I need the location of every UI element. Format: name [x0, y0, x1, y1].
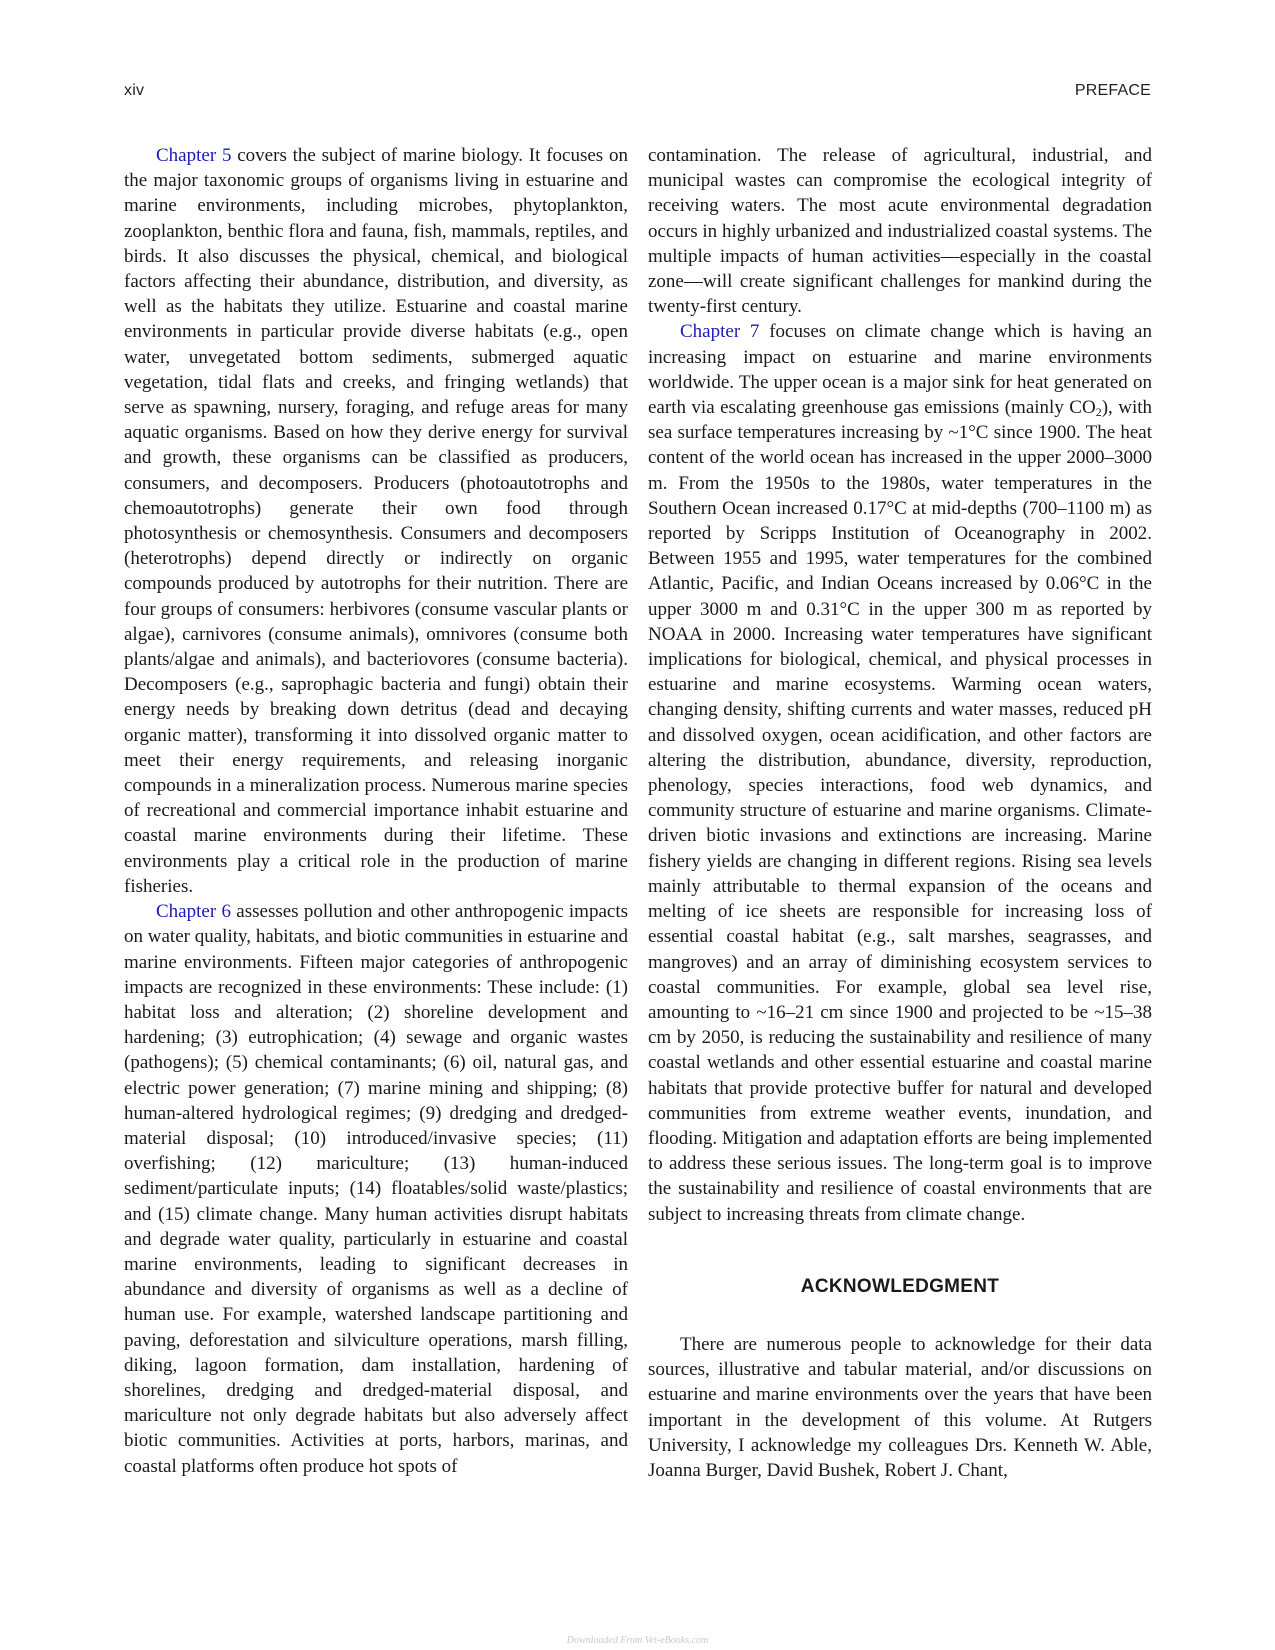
- page-number: xiv: [124, 82, 145, 99]
- paragraph-text: covers the subject of marine biology. It focuses on the major taxonomic groups of organisms living in estuarine and marine environments, including microbes, phytoplankton, zooplankton, benthic flora and fauna, fish, mammals, reptiles, and birds. It also discusses the physical, chemical, and biological factors affecting their abundance, distribution, and diversity, as well as the habitats they utilize. Estuarine and coastal marine environments in particular provide diverse habitats (e.g., open water, unvegetated bottom sediments, submerged aquatic vegetation, tidal flats and creeks, and fringing wetlands) that serve as spawning, nursery, foraging, and refuge areas for many aquatic organisms. Based on how they derive energy for survival and growth, these organisms can be classified as producers, consumers, and decomposers. Producers (photoautotrophs and chemoautotrophs) generate their own food through photosynthesis or chemosynthesis. Consumers and decomposers (heterotrophs) depend directly or indirectly on organic compounds produced by autotrophs for their nutrition. There are four groups of consumers: herbivores (consume vascular plants or algae), carnivores (consume animals), omnivores (consume both plants/algae and animals), and bacteriovores (consume bacteria). Decomposers (e.g., saprophagic bacteria and fungi) obtain their energy needs by breaking down detritus (dead and decaying organic matter), transforming it into dissolved organic matter to meet their energy requirements, and releasing inorganic compounds in a mineralization process. Numerous marine species of recreational and commercial importance inhabit estuarine and coastal marine environments during their lifetime. These environments play a critical role in the production of marine fisheries.: [124, 145, 628, 897]
- paragraph-text: ), with sea surface temperatures increasing by ~1°C since 1900. The heat content of the world ocean has increased in the upper 2000–3000 m. From the 1950s to the 1980s, water temperatures in the Southern Ocean increased 0.17°C at mid-depths (700–1100 m) as reported by Scripps Institution of Oceanography in 2002. Between 1955 and 1995, water temperatures for the combined Atlantic, Pacific, and Indian Oceans increased by 0.06°C in the upper 3000 m and 0.31°C in the upper 300 m as reported by NOAA in 2000. Increasing water temperatures have significant implications for biological, chemical, and physical processes in estuarine and marine ecosystems. Warming ocean waters, changing density, shifting currents and water masses, reduced pH and dissolved oxygen, ocean acidification, and other factors are altering the distribution, abundance, diversity, reproduction, phenology, species interactions, food web dynamics, and community structure of estuarine and marine organisms. Climate-driven biotic invasions and extinctions are increasing. Marine fishery yields are changing in different regions. Rising sea levels mainly attributable to thermal expansion of the oceans and melting of ice sheets are responsible for increasing loss of essential coastal habitat (e.g., salt marshes, seagrasses, and mangroves) and an array of diminishing ecosystem services to coastal communities. For example, global sea level rise, amounting to ~16–21 cm since 1900 and projected to be ~15–38 cm by 2050, is reducing the sustainability and resilience of many coastal wetlands and other essential estuarine and coastal marine habitats that provide protective buffer for natural and developed communities from extreme weather events, inundation, and flooding. Mitigation and adaptation efforts are being implemented to address these serious issues. The long-term goal is to improve the sustainability and resilience of coastal environments that are subject to increasing threats from climate change.: [648, 397, 1153, 1225]
- paragraph-chapter-6: [124, 899, 628, 1479]
- chapter-7-link[interactable]: Chapter 7: [680, 321, 760, 343]
- paragraph-continued: contamination. The release of agricultural, industrial, and municipal wastes can compromise the ecological integrity of receiving waters. The most acute environmental degradation occurs in highly urbanized and industrialized coastal systems. The multiple impacts of human activities—especially in the coastal zone—will create significant challenges for mankind during the twenty-first century.: [648, 145, 1152, 318]
- left-column: [124, 143, 628, 1479]
- paragraph-text: assesses pollution and other anthropogenic impacts on water quality, habitats, and biotic communities in estuarine and marine environments. Fifteen major categories of anthropogenic impacts are recognized in these environments: These include: (1) habitat loss and alteration; (2) shoreline development and hardening; (3) eutrophication; (4) sewage and organic wastes (pathogens); (5) chemical contaminants; (6) oil, natural gas, and electric power generation; (7) marine mining and shipping; (8) human-altered hydrological regimes; (9) dredging and dredged-material disposal; (10) introduced/invasive species; (11) overfishing; (12) mariculture; (13) human-induced sediment/particulate inputs; (14) floatables/solid waste/plastics; and (15) climate change. Many human activities disrupt habitats and degrade water quality, particularly in estuarine and coastal marine environments, leading to significant decreases in abundance and diversity of organisms as well as a decline of human use. For example, watershed landscape partitioning and paving, deforestation and silviculture operations, marsh filling, diking, lagoon formation, dam installation, hardening of shorelines, dredging and dredged-material disposal, and mariculture not only degrade habitats but also adversely affect biotic communities. Activities at ports, harbors, marinas, and coastal platforms often produce hot spots of: [124, 901, 628, 1477]
- paragraph-chapter-7: [648, 319, 1152, 1226]
- paragraph-acknowledgment: There are numerous people to acknowledge for their data sources, illustrative and tabular material, and/or discussions on estuarine and marine environments over the years that have been important in the development of this volume. At Rutgers University, I acknowledge my colleagues Drs. Kenneth W. Able, Joanna Burger, David Bushek, Robert J. Chant,: [648, 1333, 1152, 1481]
- right-column: [648, 143, 1152, 1483]
- acknowledgment-heading: ACKNOWLEDGMENT: [800, 1275, 1000, 1297]
- download-watermark: Downloaded From Vet-eBooks.com: [566, 1635, 709, 1646]
- subscript: 2: [1095, 405, 1102, 420]
- chapter-6-link[interactable]: Chapter 6: [156, 901, 231, 923]
- running-head-section: PREFACE: [1074, 82, 1151, 99]
- paragraph-text: focuses on climate change which is having an increasing impact on estuarine and marine environments worldwide. The upper ocean is a major sink for heat generated on earth via escalating greenhouse gas emissions (mainly CO: [648, 321, 1152, 419]
- paragraph-chapter-5: [124, 143, 628, 899]
- chapter-5-link[interactable]: Chapter 5: [156, 145, 232, 166]
